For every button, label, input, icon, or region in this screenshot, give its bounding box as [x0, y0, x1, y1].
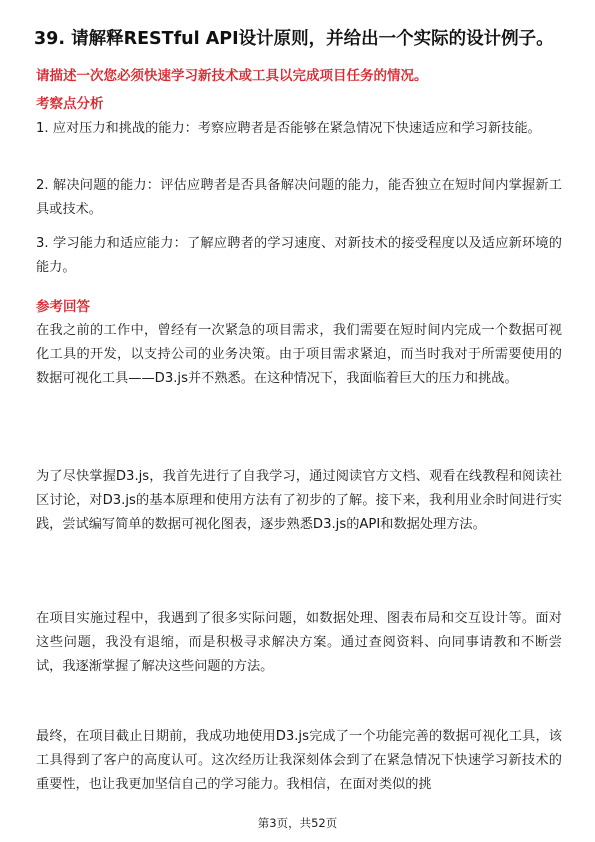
- answer-paragraph-4: 最终，在项目截止日期前，我成功地使用D3.js完成了一个功能完善的数据可视化工具，该工具得到了客户的高度认可。这次经历让我深刻体会到了在紧急情况下快速学习新技术的重要性，也让我更加坚信自己的学习能力。我相信，在面对类似的挑: [36, 729, 562, 792]
- answer-paragraph-1: 在我之前的工作中，曾经有一次紧急的项目需求，我们需要在短时间内完成一个数据可视化工具的开发，以支持公司的业务决策。由于项目需求紧迫，而当时我对于所需要使用的数据可视化工具——D3.js并不熟悉。在这种情况下，我面临着巨大的压力和挑战。: [36, 323, 562, 386]
- question-title: 39. 请解释RESTful API设计原则，并给出一个实际的设计例子。: [34, 29, 554, 49]
- analysis-point-1: 1. 应对压力和挑战的能力：考察应聘者是否能够在紧急情况下快速适应和学习新技能。: [36, 121, 541, 136]
- analysis-point-3: 3. 学习能力和适应能力：了解应聘者的学习速度、对新技术的接受程度以及适应新环境的能力。: [36, 236, 562, 275]
- question-prompt: 请描述一次您必须快速学习新技术或工具以完成项目任务的情况。: [36, 68, 428, 84]
- analysis-heading: 考察点分析: [36, 96, 104, 112]
- page-footer: 第3页，共52页: [257, 816, 338, 830]
- analysis-point-2: 2. 解决问题的能力：评估应聘者是否具备解决问题的能力，能否独立在短时间内掌握新工具或技术。: [36, 178, 562, 217]
- answer-heading: 参考回答: [36, 299, 90, 315]
- answer-paragraph-2: 为了尽快掌握D3.js，我首先进行了自我学习，通过阅读官方文档、观看在线教程和阅读社区讨论，对D3.js的基本原理和使用方法有了初步的了解。接下来，我利用业余时间进行实践，尝试编写简单的数据可视化图表，逐步熟悉D3.js的API和数据处理方法。: [36, 469, 562, 532]
- answer-paragraph-3: 在项目实施过程中，我遇到了很多实际问题，如数据处理、图表布局和交互设计等。面对这些问题，我没有退缩，而是积极寻求解决方案。通过查阅资料、向同事请教和不断尝试，我逐渐掌握了解决这些问题的方法。: [36, 611, 562, 674]
